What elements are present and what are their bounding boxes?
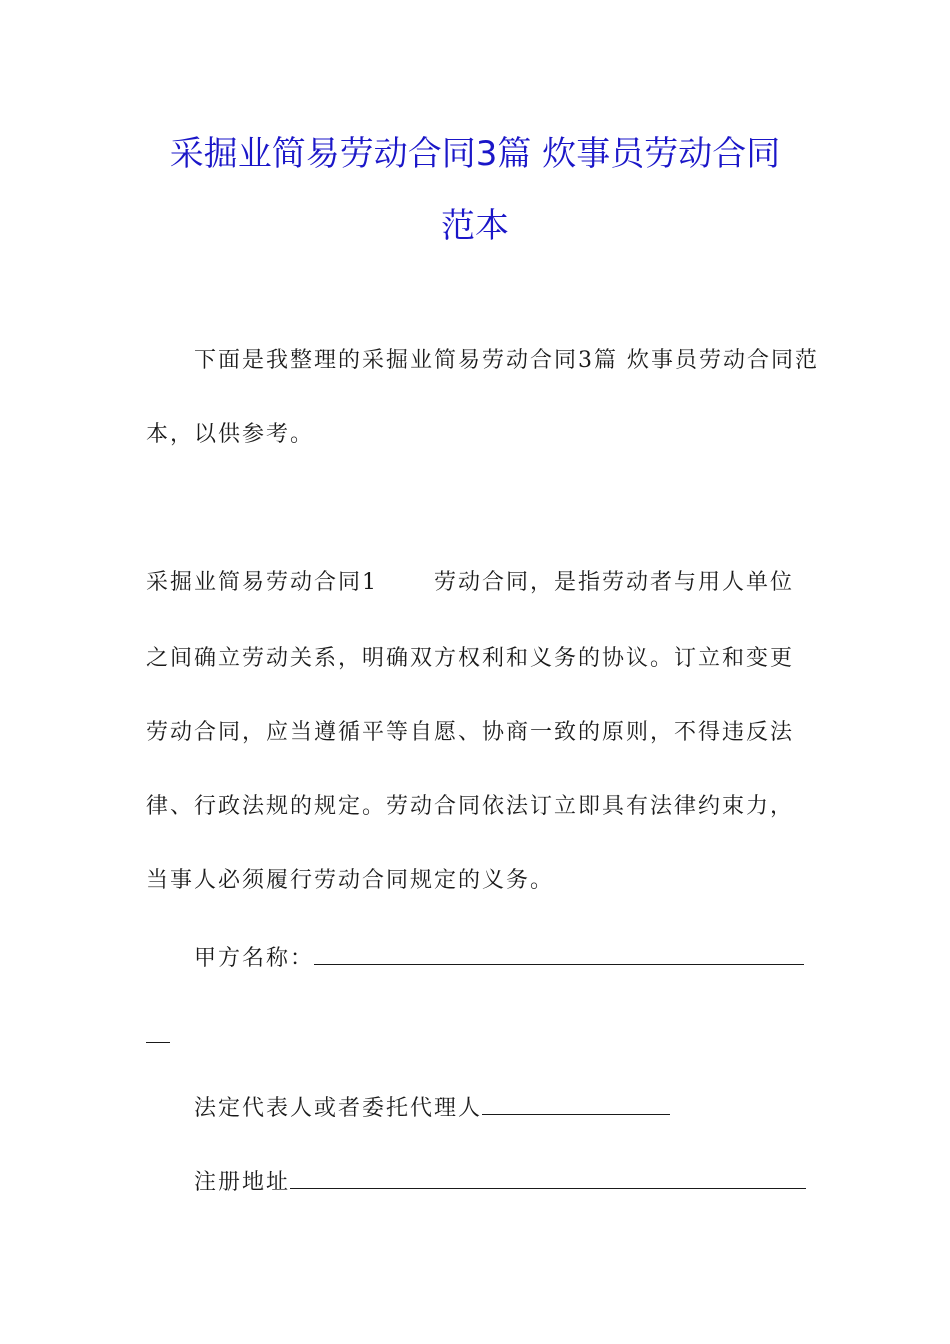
party-a-field-row	[194, 942, 806, 974]
party-a-label: 甲方名称：	[194, 946, 315, 971]
intro-line-1: 下面是我整理的采掘业简易劳动合同3篇 炊事员劳动合同范	[194, 348, 819, 373]
document-title-line-2: 范本	[441, 206, 509, 246]
party-a-blank[interactable]	[314, 942, 804, 965]
representative-field-row	[194, 1092, 806, 1124]
representative-blank[interactable]	[482, 1092, 670, 1115]
address-blank[interactable]	[290, 1166, 806, 1189]
document-title-line-1: 采掘业简易劳动合同3篇 炊事员劳动合同	[169, 134, 781, 174]
representative-label: 法定代表人或者委托代理人	[194, 1096, 483, 1121]
contract-1-line-2: 之间确立劳动关系，明确双方权利和义务的协议。订立和变更	[146, 646, 795, 671]
contract-1-heading: 采掘业简易劳动合同1	[146, 570, 378, 595]
contract-1-line-1: 劳动合同，是指劳动者与用人单位	[434, 570, 795, 595]
address-field-row	[194, 1166, 806, 1198]
contract-1-line-4: 律、行政法规的规定。劳动合同依法订立即具有法律约束力，	[146, 794, 795, 819]
party-a-blank-continued[interactable]	[146, 1042, 170, 1043]
contract-1-first-line	[146, 568, 806, 598]
address-label: 注册地址	[194, 1170, 291, 1195]
contract-1-line-3: 劳动合同，应当遵循平等自愿、协商一致的原则，不得违反法	[146, 720, 795, 745]
intro-line-2: 本，以供参考。	[146, 422, 315, 447]
contract-1-line-5: 当事人必须履行劳动合同规定的义务。	[146, 868, 555, 893]
